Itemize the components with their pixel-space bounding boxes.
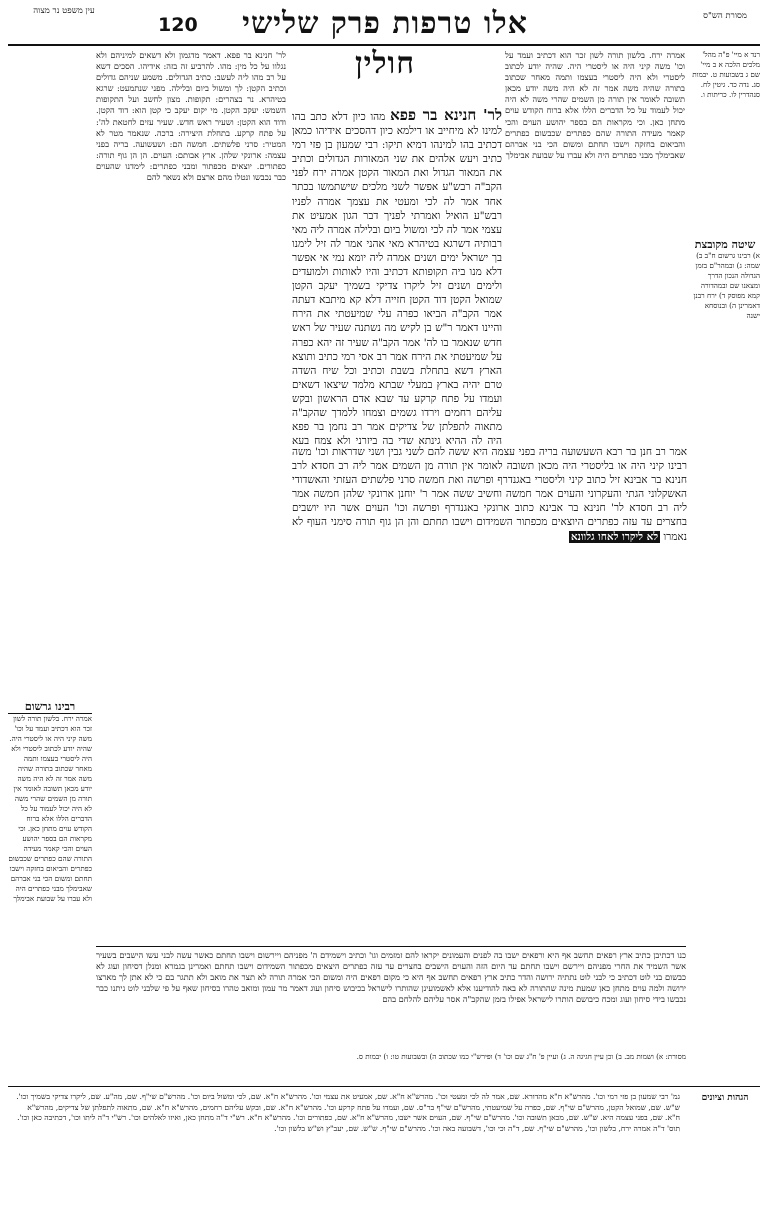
footnotes-text: גמ' רבי שמעון בן פזי רמי וכו'. מהרש"א ח"א מהדורא. שם, אמר לה לכי ומעטי וכו'. מהרש"א ח"א. שם, אמעיט את עצמי וכו'. מהרש"א ח"א. שם, לכי ומשול ביום וכו'. מהרש"ם שי"ף. שם, מה"ע. שם, ליקרו צדיקי בשמיך וכו'. ש"ש. שם, שמואל הקטן, מהרש"ם שי"ף. שם, כפרה על שמיעטתי, מהרש"ם שי"ף בר"ס. שם, ועמדו על פתח קרקע וכו'. מהרש"א ח"א. שם, ובקש עליהם רחמים, מהרש"א ח"א. שם, מתאוה לתפלתן של צדיקים, מהרש"א ח"א. שם, בפני עצמה היא. ש"ש. שם, מכאן תשובה וכו'. מהרש"ם שי"ף. שם, העוים אשר ישבו, מהרש"א ח"א. שם, כפתורים וכו'. מהרש"א ח"א. רש"י ד"ה מתחן כאן, ואיזו לאלהים וכו'. רש"י ד"ה ליתו וכו', דכתיבה כאן וכו'. תוס' ד"ה אמרה ירח, בלשון וכו', מהרש"ם שי"ף. שם, ד"ה וכי וכו', דשבועה באה וכו'. מהרש"ם שי"ף. ש"ש. שם, יעב"ץ וש"ש בלשון וכו'. — [16, 1092, 680, 1133]
masoret-references: מסורת: א) ושמות מב. ב) וכן עיין חגיגה ה. ג) ועיין פ' ח"ג שם וכו' ד) ופירש"י כמו שכתוב ה) ובשבועות טו: ו) יבמות ס. — [356, 1052, 686, 1061]
shita-mekubetzet-heading: שיטה מקובצת — [694, 238, 756, 251]
gemara-text: מהו כיון דלא כתב בהו למינו לא מיחייב או דילמא כיון דהסכים אידיהו כמאן דכתיב בהו למינהו דמיא תיקו: רבי שמעון בן פזי רמי כתיב ויעש אלהים את שני המאורות הגדולים וכתיב את המאור הגדול ואת המאור הקטן אמרה ירח לפני הקב"ה רבש"ע אפשר לשני מלכים שישתמשו בכתר אחד אמר לה לכי ומעטי את עצמך אמרה לפניו רבש"ע הואיל ואמרתי לפניך דבר הגון אמעיט את עצמי אמר לה לכי ומשול ביום ובלילה אמרה ליה מאי רבותיה דשרגא בטיהרא מאי אהני אמר לה זיל לימנו בך ישראל ימים ושנים אמרה ליה יומא נמי אי אפשר דלא מנו ביה תקופותא דכתיב והיו לאותות ולמועדים ולימים ושנים זיל ליקרו צדיקי בשמיך יעקב הקטן שמואל הקטן דוד הקטן חזייה דלא קא מיתבא דעתה אמר הקב"ה הביאו כפרה עלי שמיעטתי את הירח והיינו דאמר ר"ש בן לקיש מה נשתנה שעיר של ראש חדש שנאמר בו לה' אמר הקב"ה שעיר זה יהא כפרה על שמיעטתי את הירח אמר רב אסי רמי כתיב ותוצא הארץ דשא בתחלת בשבת וכתיב וכל שיח השדה טרם יהיה בארץ במעלי שבתא מלמד שיצאו דשאים ועמדו על פתח קרקע עד שבא אדם הראשון ובקש עליהם רחמים וירדו גשמים וצמחו ללמדך שהקב"ה מתאוה לתפלתן של צדיקים אמר רב נחמן בר פפא היה לה ההיא גינתא שדי בה ביזרני ולא צמח בעא — [292, 111, 502, 448]
shita-mekubetzet-text: א) רבינו גרשום ח"ב ב) שמה: ג) ובמהר"ם בזמן הגדולה הנכון הדרך ומצאנו שם ובמהדורה קמא מפוסק ד) ירח רבנן דאמרינן ה) ובנוסחא ישנה — [693, 251, 760, 320]
gemara-upper-block — [292, 108, 502, 448]
ein-mishpat-notes: רנד א מיי' פ"ה מהל' מלכים הלכה א ב מיי' שם ג בשבועות ט. יבמות סג. נדה כד. גיטין לח. סנהדרין לו. כריתות ו. — [692, 50, 760, 99]
footnotes-heading: הגהות וציונים — [701, 1093, 749, 1103]
footnotes-section — [8, 1092, 760, 1198]
tosafot-column — [96, 50, 286, 940]
header-rule — [8, 44, 760, 46]
rashi-text: אמרה ירח. בלשון תורה לשון זכר הוא דכתיב ועמד על וכו' משה קיני היה או ליסטרי היה. שהיה יודע לכתוב ליסטרי ולא היה ליסטרי בעצמו ותמה מאחר שכתוב בתורה שהיה משה אמר זה לא היה משה יודע מכאן תשובה לאומר אין תורה מן השמים שהרי משה לא היה יכול לעמוד על כל הדברים הללו אלא ברוח הקודש עוים מתחן כאן. וכי מקראות הם בספר יהושע העוים והכי קאמר מעידה התורה שהם כפתרים שכבשום כפתרים והביאום בחזקה וישבו תחתם ומשום הכי בני אברהם שאבימלך מבני כפתרים היה ולא עברו על שבועת אבימלך — [505, 50, 685, 160]
ein-mishpat-label: עין משפט נר מצוה — [33, 6, 95, 16]
page-number: 120 — [158, 14, 198, 36]
gemara-lower-block — [292, 445, 687, 945]
gemara-highlight: לא ליקרו לאחו גלוונא — [570, 530, 659, 543]
bottom-commentary-text: כנו דכתיבן כתיב ארץ רפאים תחשב אף היא ורפאים ישבו בה לפנים והעמונים יקראו להם זמזמים וגו' וכתיב וישמידם ה' מפניהם ויירשום וישבו תחתם כאשר עשה לבני עשו הישבים בשעיר אשר השמיד את החרי מפניהם ויירשם וישבו תחתם עד היום הזה והעוים הישבים בחצרים עד עזה כפתרים היצאים מכפתור השמידום וישבו תחתם ואמרינן בגמרא ומנלן דסיחון ועוג לא כבשום בני לוט דכתיב כי לבני לוט נתתיה ירושה והדר כתיב ארץ רפאים תחשב אף היא כי מקום רפאים היה ומשום הכי אמרה תורה לא תצר את מואב ולא תתגר בם כי לא אתן לך מארצו ירושה ולמה עוים מתחן כאן שמעת מינה שהתורה לא באה להודיענו אלא לאשמועינן שהותרו לישראל בכיבוש סיחון ועוג דאמר מר עמון ומואב טהרו בסיחון שאף על פי שלבני לוט ניתנו כבר נכבשו בידי סיחון ועוג ומכח כיבושם הותרו לישראל אפילו בזמן שהקב"ה אסר עליהם להלחם בהם — [96, 950, 686, 1005]
rabeinu-gershom-heading: רבינו גרשום — [8, 700, 92, 714]
rashi-column — [505, 50, 685, 440]
page-title: אלו טרפות פרק שלישי חולין — [242, 6, 528, 81]
rabeinu-gershom-box — [8, 700, 92, 945]
bottom-commentary-rule — [96, 946, 686, 947]
footnotes-rule — [8, 1086, 760, 1087]
rabeinu-gershom-text: אמרה ירח. בלשון תורה לשון זכר הוא דכתיב ועמד על וכו' משה קיני היה או ליסטרי היה. שהיה יודע לכתוב ליסטרי ולא היה ליסטרי בעצמו ותמה מאחר שכתוב בתורה שהיה משה אמר זה לא היה משה יודע מכאן תשובה לאומר אין תורה מן השמים שהרי משה לא היה יכול לעמוד על כל הדברים הללו אלא ברוח הקודש עוים מתחן כאן. וכי מקראות הם בספר יהושע העוים והכי קאמר מעידה התורה שהם כפתרים שכבשום כפתרים והביאום בחזקה וישבו תחתם ומשום הכי בני אברהם שאבימלך מבני כפתרים היה ולא עברו על שבועת אבימלך — [8, 714, 92, 903]
masoret-hashas-label: מסורת הש"ס — [703, 11, 747, 21]
tosafot-text: לר' חנינא בר פפא. דאמר מדגמון ולא דשאים למיניהם ולא נגלוו על כל מין: מהו. להרביע זה בזה: אידיהו. הסכים דשא על רב מהו ליה לעשב: כתיב הגדולים. משמע שניהם גדולים וכתיב הקטן: לך ומשול ביום ובלילה. מפני שנתמעט: שרגא בטיהרא. נר בצהרים: תקופות. מצון לחשב ועל התקופות השמש: יעקב הקטן. מי יקום יעקב כי קטן הוא: דוד הקטן. ודוד הוא הקטן: ושעיר ראש חדש. שעיר עזים לחטאת לה': על פתח קרקע. בתחלת היצירה: ברכה. שנאמר מטר לא המטיר: סרני פלשתים. חמשה הם: ושעשועה. בריה בפני עצמה: ארונקי שלהן. ארץ אבותם: העוים. הן הן גוף תורה: כפתורים. יוצאים מכפתור ומבני כפתרים: לימדנו שהעוים כבר נכבשו ונטלו מהם ארצם ולא נשאר להם — [96, 50, 286, 183]
gemara-lead-word: לר' חנינא בר פפא — [390, 108, 502, 124]
bottom-commentary — [96, 950, 686, 1050]
gemara-text-continued: אמר רב חנן בר רבא השעשועה בריה בפני עצמה היא ששה להם לשני גבין ושני שדראות וכו' משה רבינו קיני היה או בליסטרי היה מכאן תשובה לאומר אין תורה מן השמים אמר ליה רב חסדא לרב חנינא בר אבינא זיל כתוב קיני וליסטרי באגנדרף ופרשה ואת חמשה סרני פלשתים העזתי והאשדודי האשקלוני הגתי והעקרוני והעוים אמר חמשה וחשיב ששה אמר ר' יוחנן ארונקי שלהן חמשה אמר ליה רב חסדא לר' חנינא בר אבינא כתוב ארונקי באגנדרף ופרשה וכו' העוים אשר היו יושבים בחצרים עד עזה כפתרים היוצאים מכפתור השמידום וישבו תחתם והן הן גוף תורה סימני העוף לא נאמרו — [292, 446, 687, 543]
shita-mekubetzet-box — [690, 238, 760, 373]
